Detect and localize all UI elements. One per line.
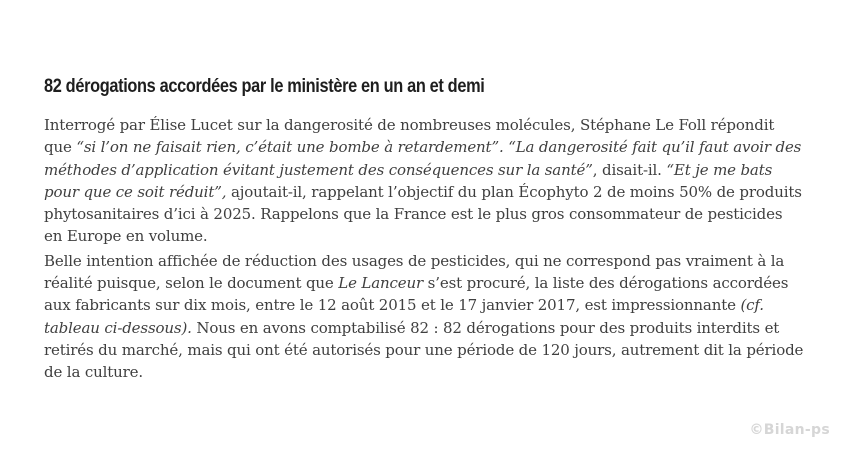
paragraph-1-text-b: , disait-il.	[592, 160, 667, 179]
paragraph-2-source: Le Lanceur	[338, 274, 424, 293]
paragraph-1-quote-1: “si l’on ne faisait rien, c’était une bombe à retardement”. “La dangerosité fait qu’il faut avoir des méthodes d’application évitant justement des conséquences sur la santé”	[44, 138, 802, 179]
watermark: ©Bilan-ps	[749, 422, 830, 438]
paragraph-1-text-c: ajoutait-il, rappelant l’objectif du plan Écophyto 2 de moins 50% de produits phytosanitaires d’ici à 2025. Rappelons que la France est le plus gros consommateur de pesticides en Europe en volume.	[44, 182, 802, 246]
paragraph-2-reference: (cf. tableau ci-dessous).	[44, 296, 764, 337]
paragraph-1	[44, 114, 804, 248]
article-section	[44, 74, 804, 386]
paragraph-1-text-a: Interrogé par Élise Lucet sur la dangerosité de nombreuses molécules, Stéphane Le Foll répondit que	[44, 116, 775, 157]
section-heading: 82 dérogations accordées par le ministère en un an et demi	[44, 76, 485, 97]
paragraph-2-text-c: Nous en avons comptabilisé 82 : 82 dérogations pour des produits interdits et retirés du marché, mais qui ont été autorisés pour une période de 120 jours, autrement dit la période de la culture.	[44, 318, 804, 382]
paragraph-1-quote-2: “Et je me bats pour que ce soit réduit”,	[44, 160, 773, 201]
paragraph-2	[44, 250, 804, 384]
paragraph-2-text-a: Belle intention affichée de réduction des usages de pesticides, qui ne correspond pas vraiment à la réalité puisque, selon le document que	[44, 251, 785, 293]
paragraph-2-text-b: s’est procuré, la liste des dérogations accordées aux fabricants sur dix mois, entre le 12 août 2015 et le 17 janvier 2017, est impressionnante	[44, 274, 789, 315]
